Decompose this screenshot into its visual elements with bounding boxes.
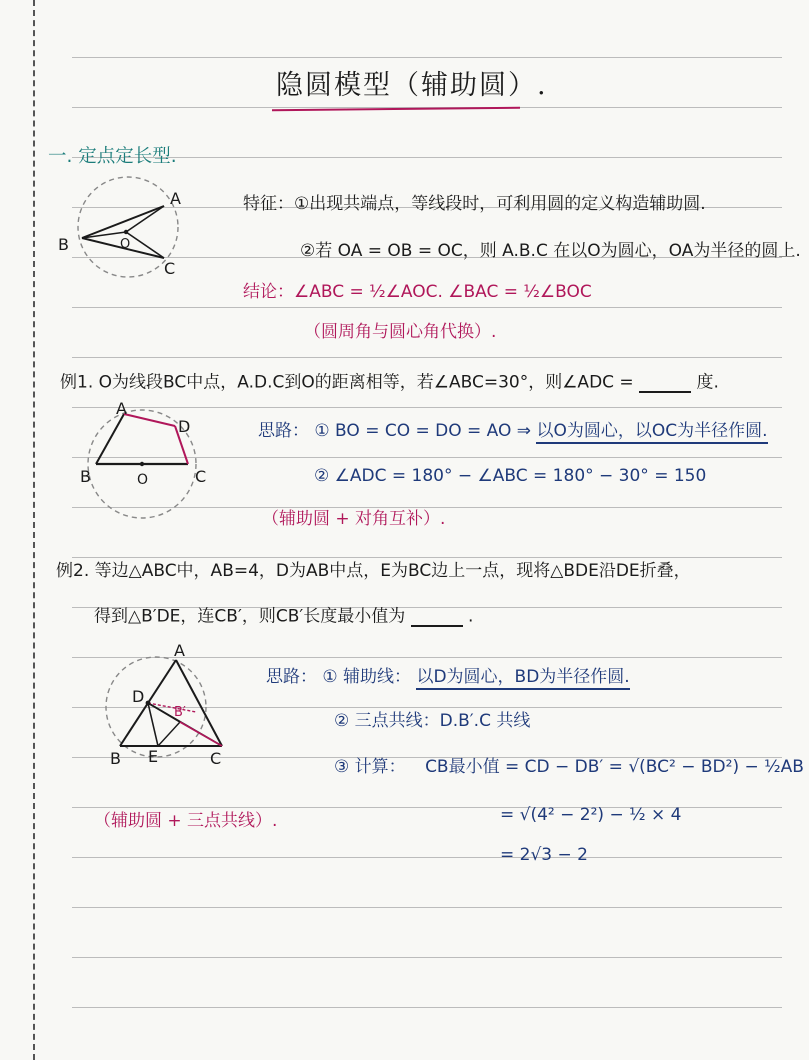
formula-3: = 2√3 − 2 [500,845,588,865]
example1-question-suffix: 度. [696,372,719,393]
ruled-line [72,1007,782,1008]
example1-note: （辅助圆 + 对角互补）. [262,509,446,529]
ruled-line [72,557,782,558]
example1-step2: ② ∠ADC = 180° − ∠ABC = 180° − 30° = 150 [314,466,707,486]
step1-construction: 以O为圆心，以OC为半径作圆. [536,421,767,444]
example2-idea [266,668,630,688]
label-C: C [195,467,207,486]
label-B: B [58,235,69,254]
label-E: E [148,747,159,766]
formula-1: CB最小值 = CD − DB′ = √(BC² − BD²) − ½AB [425,757,804,777]
label-O: O [137,472,149,488]
segment-BA [96,414,124,464]
ruled-line [72,157,782,158]
section1-feature-2: ②若 OA = OB = OC，则 A.B.C 在以O为圆心，OA为半径的圆上. [300,241,801,261]
label-C: C [164,259,176,278]
label-A: A [116,399,127,418]
label-B: B [80,467,91,486]
label-A: A [174,641,185,660]
section1-feature-1: 特征：①出现共端点，等线段时，可利用圆的定义构造辅助圆. [243,194,706,214]
ruled-line [72,957,782,958]
example1-question [60,373,719,393]
ruled-line [72,907,782,908]
center-point [124,230,128,234]
label-C: C [210,749,222,768]
idea-label: 思路： [258,421,309,441]
idea-label: 思路： [266,667,317,687]
label-B-prime: B′ [174,705,186,720]
section1-conclusion: 结论：∠ABC = ½∠AOC. ∠BAC = ½∠BOC [243,282,592,302]
example2-question-text: 得到△B′DE，连CB′，则CB′长度最小值为 [94,606,406,627]
section1-heading: 一. 定点定长型. [48,146,177,167]
step1-text: ① BO = CO = DO = AO ⇒ [314,421,532,441]
formula-2: = √(4² − 2²) − ½ × 4 [500,805,682,825]
example2-note: （辅助圆 + 三点共线）. [94,811,278,831]
example2-step3 [334,758,804,778]
example1-figure [78,400,213,510]
ruled-line [72,357,782,358]
ruled-line [72,857,782,858]
step1-label: ① 辅助线： [322,667,412,687]
step1-construction: 以D为圆心，BD为半径作圆. [416,667,629,690]
ruled-line [72,307,782,308]
label-A: A [170,189,181,208]
label-D: D [178,417,191,436]
example2-step2: ② 三点共线：D.B′.C 共线 [334,711,531,731]
example1-idea [258,422,768,442]
example1-question-text: 例1. O为线段BC中点，A.D.C到O的距离相等，若∠ABC=30°，则∠ADC = [60,372,634,393]
label-B: B [110,749,121,768]
step3-label: ③ 计算： [334,757,406,777]
ruled-line [72,57,782,58]
example2-figure [100,641,260,770]
segment-EB-prime [158,722,180,746]
example2-question-line2: 得到△B′DE，连CB′，则CB′长度最小值为 . [94,606,474,627]
label-O: O [120,237,131,252]
section1-figure [60,180,250,280]
answer-blank [639,373,691,393]
center-point [140,462,144,466]
example2-question-line1: 例2. 等边△ABC中，AB=4，D为AB中点，E为BC边上一点，现将△BDE沿DE折叠， [56,561,691,581]
label-D: D [132,687,145,706]
section1-note: （圆周角与圆心角代换）. [304,322,497,342]
point-D [146,701,151,706]
segment-DE [148,703,158,746]
dashed-circle [78,177,178,277]
dashed-margin-line [33,0,35,1060]
page-title: 隐圆模型（辅助圆）. [276,70,548,101]
answer-blank [411,607,463,627]
